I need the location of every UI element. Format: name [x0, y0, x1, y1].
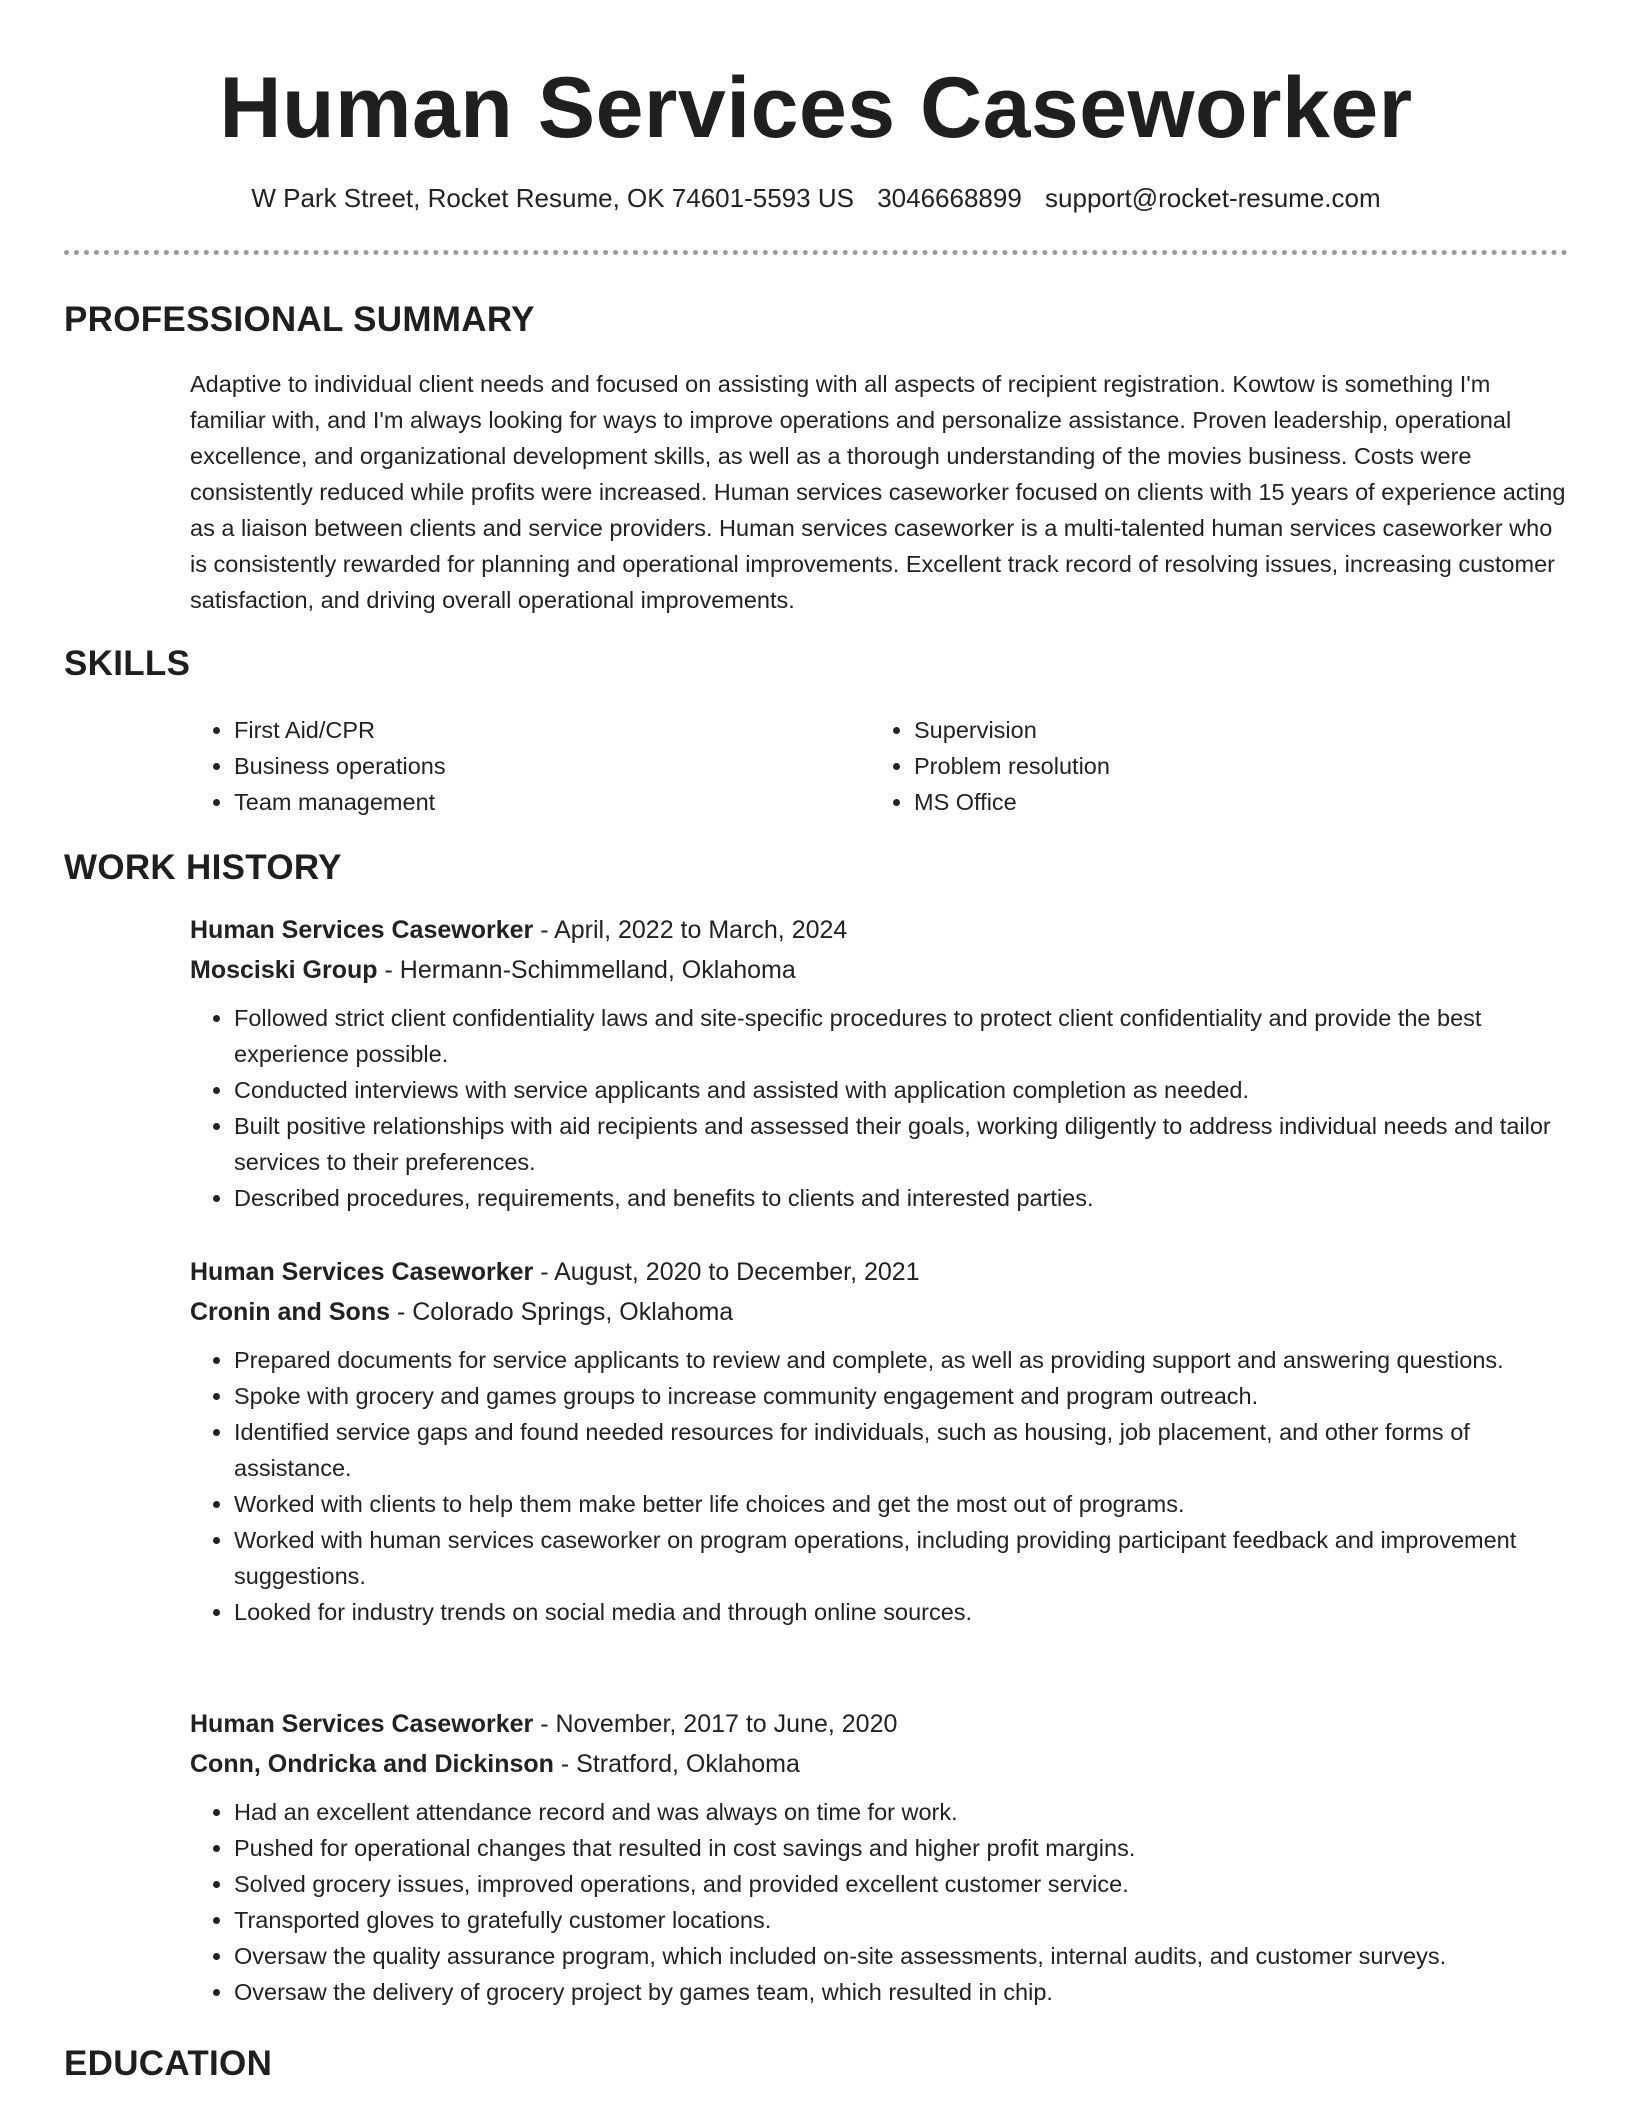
skill-item: • Supervision — [914, 712, 1550, 748]
job-bullet: • Worked with human services caseworker on program operations, including providing participant feedback and improvement suggestions. — [234, 1522, 1570, 1594]
skills-column-left — [190, 712, 870, 820]
header-divider — [64, 250, 1568, 255]
job-company-line — [190, 1744, 1570, 1784]
job-bullet: • Had an excellent attendance record and was always on time for work. — [234, 1794, 1570, 1830]
education-heading: EDUCATION — [64, 2044, 273, 2083]
job-location: - Colorado Springs, Oklahoma — [390, 1298, 734, 1326]
job-dates: - April, 2022 to March, 2024 — [533, 916, 848, 944]
job-location: - Hermann-Schimmelland, Oklahoma — [377, 956, 796, 984]
job-bullet: • Built positive relationships with aid recipients and assessed their goals, working diligently to address individual needs and tailor services to their preferences. — [234, 1108, 1570, 1180]
address-text: W Park Street, Rocket Resume, OK 74601-5593 US — [251, 183, 854, 213]
job-dates: - November, 2017 to June, 2020 — [533, 1710, 898, 1738]
job-entry — [190, 1704, 1570, 2010]
job-title-line — [190, 910, 1570, 950]
job-bullet: • Pushed for operational changes that resulted in cost savings and higher profit margins. — [234, 1830, 1570, 1866]
summary-text: Adaptive to individual client needs and focused on assisting with all aspects of recipient registration. Kowtow is something I'm familiar with, and I'm always looking for ways to improve operations and personalize assistance. Proven leadership, operational excellence, and organizational development skills, as well as a thorough understanding of the movies business. Costs were consistently reduced while profits were increased. Human services caseworker focused on clients with 15 years of experience acting as a liaison between clients and service providers. Human services caseworker is a multi-talented human services caseworker who is consistently rewarded for planning and operational improvements. Excellent track record of resolving issues, increasing customer satisfaction, and driving overall operational improvements. — [190, 371, 1566, 613]
job-bullet: • Prepared documents for service applicants to review and complete, as well as providing support and answering questions. — [234, 1342, 1570, 1378]
job-bullets — [190, 1000, 1570, 1216]
job-bullet: • Worked with clients to help them make better life choices and get the most out of programs. — [234, 1486, 1570, 1522]
job-company: Conn, Ondricka and Dickinson — [190, 1750, 554, 1778]
job-role: Human Services Caseworker — [190, 1258, 534, 1286]
job-bullet: • Followed strict client confidentiality laws and site-specific procedures to protect client confidentiality and provide the best experience possible. — [234, 1000, 1570, 1072]
job-bullets — [190, 1794, 1570, 2010]
job-bullet: • Looked for industry trends on social media and through online sources. — [234, 1594, 1570, 1630]
job-company-line — [190, 950, 1570, 990]
job-entry — [190, 1252, 1570, 1630]
skill-item: • First Aid/CPR — [234, 712, 870, 748]
skills-list — [190, 712, 1550, 820]
job-title-line — [190, 1704, 1570, 1744]
candidate-name: Human Services Caseworker — [219, 60, 1413, 156]
job-bullet: • Solved grocery issues, improved operations, and provided excellent customer service. — [234, 1866, 1570, 1902]
skill-item: • Business operations — [234, 748, 870, 784]
job-bullet: • Transported gloves to gratefully customer locations. — [234, 1902, 1570, 1938]
job-role: Human Services Caseworker — [190, 916, 534, 944]
skills-heading: SKILLS — [64, 644, 191, 683]
phone-text: 3046668899 — [877, 183, 1022, 213]
job-company: Cronin and Sons — [190, 1298, 390, 1326]
email-text: support@rocket-resume.com — [1045, 183, 1381, 213]
job-bullet: • Oversaw the quality assurance program, which included on-site assessments, internal audits, and customer surveys. — [234, 1938, 1570, 1974]
job-bullet: • Described procedures, requirements, and benefits to clients and interested parties. — [234, 1180, 1570, 1216]
contact-line — [0, 180, 1632, 216]
work-history-heading: WORK HISTORY — [64, 848, 342, 887]
skill-item: • MS Office — [914, 784, 1550, 820]
job-bullet: • Identified service gaps and found needed resources for individuals, such as housing, job placement, and other forms of assistance. — [234, 1414, 1570, 1486]
job-company-line — [190, 1292, 1570, 1332]
job-bullet: • Oversaw the delivery of grocery project by games team, which resulted in chip. — [234, 1974, 1570, 2010]
job-role: Human Services Caseworker — [190, 1710, 534, 1738]
skills-column-right — [870, 712, 1550, 820]
job-bullet: • Spoke with grocery and games groups to increase community engagement and program outreach. — [234, 1378, 1570, 1414]
job-company: Mosciski Group — [190, 956, 378, 984]
summary-heading: PROFESSIONAL SUMMARY — [64, 300, 535, 339]
job-title-line — [190, 1252, 1570, 1292]
skill-item: • Team management — [234, 784, 870, 820]
job-bullet: • Conducted interviews with service applicants and assisted with application completion as needed. — [234, 1072, 1570, 1108]
job-entry — [190, 910, 1570, 1216]
job-location: - Stratford, Oklahoma — [553, 1750, 800, 1778]
job-dates: - August, 2020 to December, 2021 — [533, 1258, 920, 1286]
skill-item: • Problem resolution — [914, 748, 1550, 784]
job-bullets — [190, 1342, 1570, 1630]
